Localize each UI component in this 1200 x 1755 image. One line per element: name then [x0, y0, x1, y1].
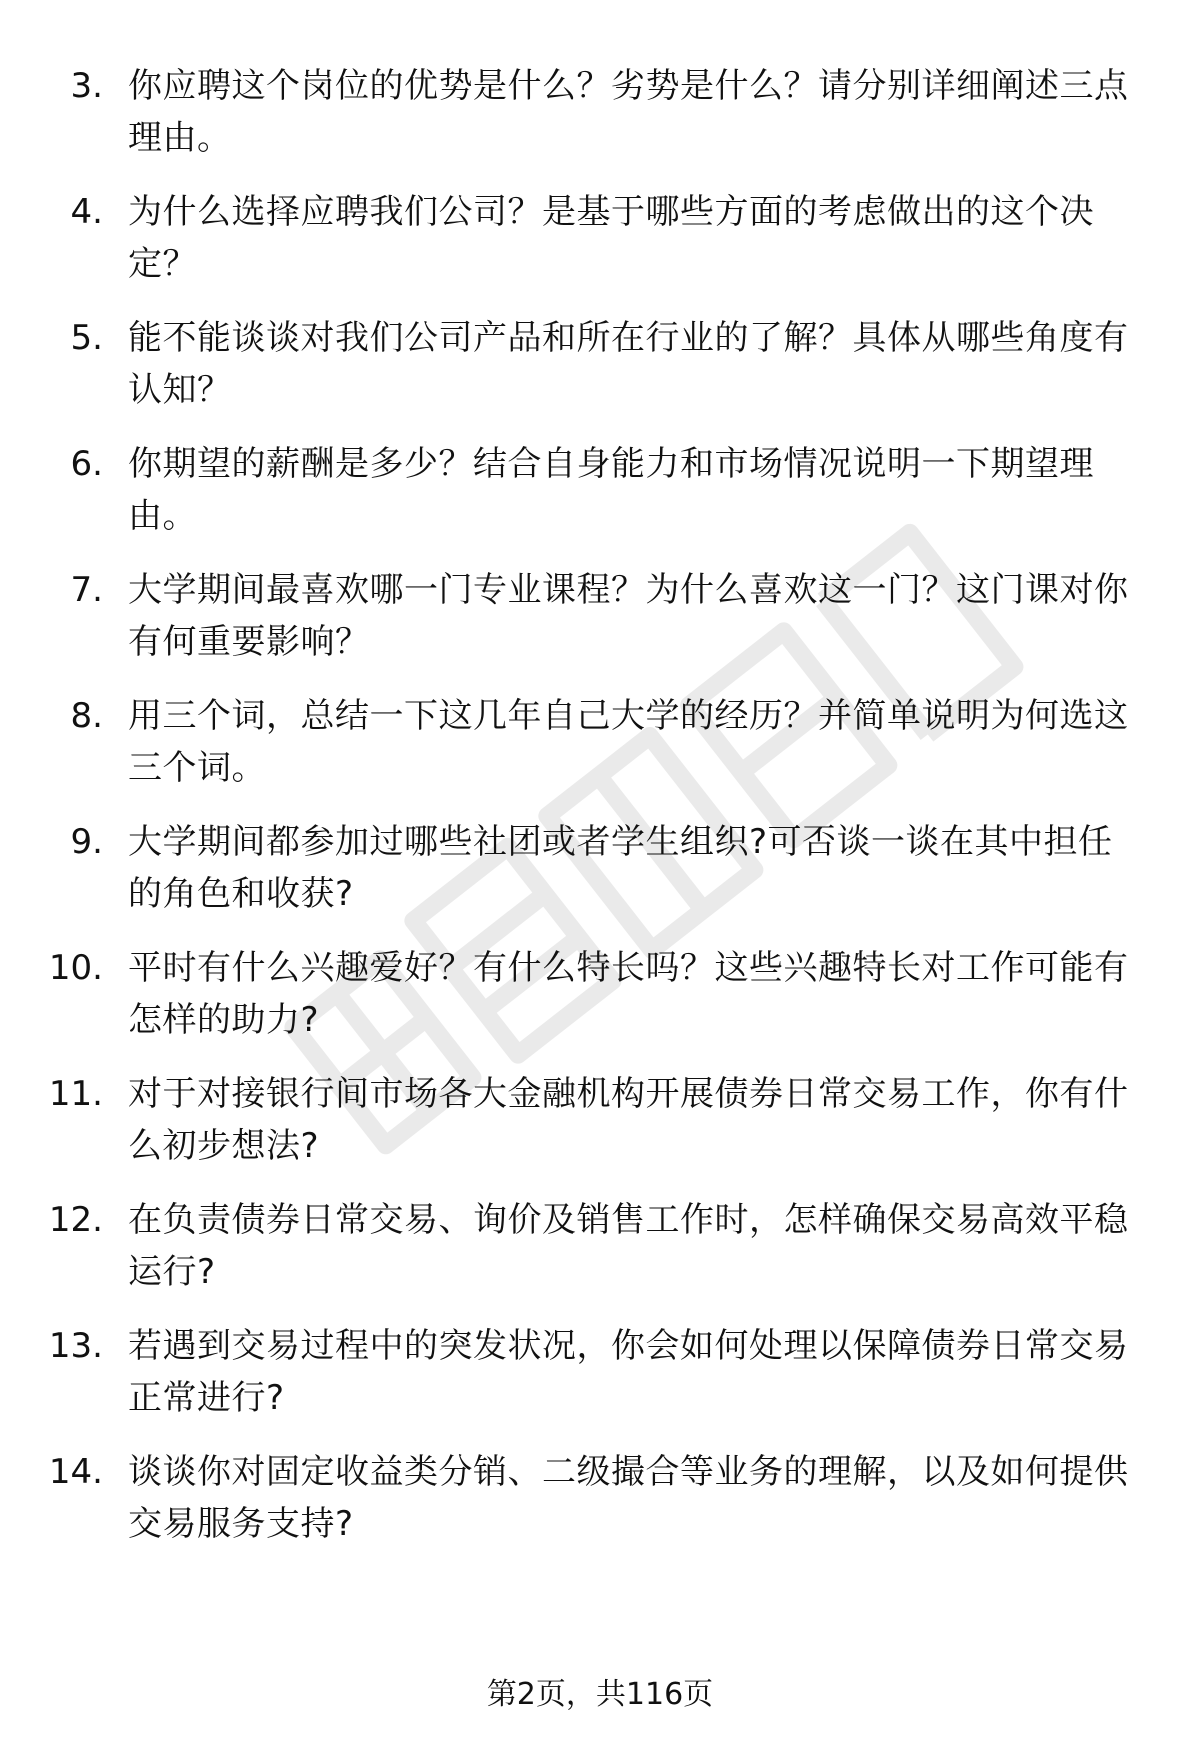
question-number: 14.: [48, 1452, 103, 1492]
question-number: 6.: [70, 444, 103, 484]
question-item: [0, 438, 1200, 564]
page-footer: [0, 1675, 1200, 1715]
question-item: [0, 60, 1200, 186]
question-text: 对于对接银行间市场各大金融机构开展债券日常交易工作，你有什么初步想法?: [128, 1074, 1129, 1166]
question-number: 8.: [70, 696, 103, 736]
question-text: 在负责债券日常交易、询价及销售工作时，怎样确保交易高效平稳运行?: [128, 1200, 1129, 1292]
question-item: [0, 312, 1200, 438]
question-item: [0, 564, 1200, 690]
question-item: [0, 1068, 1200, 1194]
question-item: [0, 186, 1200, 312]
interview-question-list: [0, 60, 1200, 1572]
question-item: [0, 1194, 1200, 1320]
question-text: 平时有什么兴趣爱好？有什么特长吗？这些兴趣特长对工作可能有怎样的助力?: [128, 948, 1129, 1040]
question-text: 大学期间最喜欢哪一门专业课程？为什么喜欢这一门？这门课对你有何重要影响？: [128, 570, 1129, 662]
question-text: 用三个词，总结一下这几年自己大学的经历？并简单说明为何选这三个词。: [128, 696, 1129, 788]
question-item: [0, 942, 1200, 1068]
question-text: 你期望的薪酬是多少？结合自身能力和市场情况说明一下期望理由。: [128, 444, 1094, 536]
question-text: 大学期间都参加过哪些社团或者学生组织?可否谈一谈在其中担任的角色和收获?: [128, 822, 1113, 914]
question-text: 谈谈你对固定收益类分销、二级撮合等业务的理解，以及如何提供交易服务支持?: [128, 1452, 1129, 1544]
question-number: 5.: [70, 318, 103, 358]
question-number: 10.: [48, 948, 103, 988]
question-number: 9.: [70, 822, 103, 862]
question-item: [0, 690, 1200, 816]
question-number: 11.: [48, 1074, 103, 1114]
question-item: [0, 1446, 1200, 1572]
question-number: 3.: [70, 66, 103, 106]
question-text: 为什么选择应聘我们公司？是基于哪些方面的考虑做出的这个决定？: [128, 192, 1094, 284]
question-item: [0, 1320, 1200, 1446]
question-number: 12.: [48, 1200, 103, 1240]
question-number: 13.: [48, 1326, 103, 1366]
question-text: 若遇到交易过程中的突发状况，你会如何处理以保障债券日常交易正常进行?: [128, 1326, 1129, 1418]
page-number: 第2页，共116页: [486, 1677, 714, 1712]
question-number: 7.: [70, 570, 103, 610]
question-item: [0, 816, 1200, 942]
question-text: 能不能谈谈对我们公司产品和所在行业的了解？具体从哪些角度有认知？: [128, 318, 1129, 410]
question-text: 你应聘这个岗位的优势是什么？劣势是什么？请分别详细阐述三点理由。: [128, 66, 1129, 158]
question-number: 4.: [70, 192, 103, 232]
